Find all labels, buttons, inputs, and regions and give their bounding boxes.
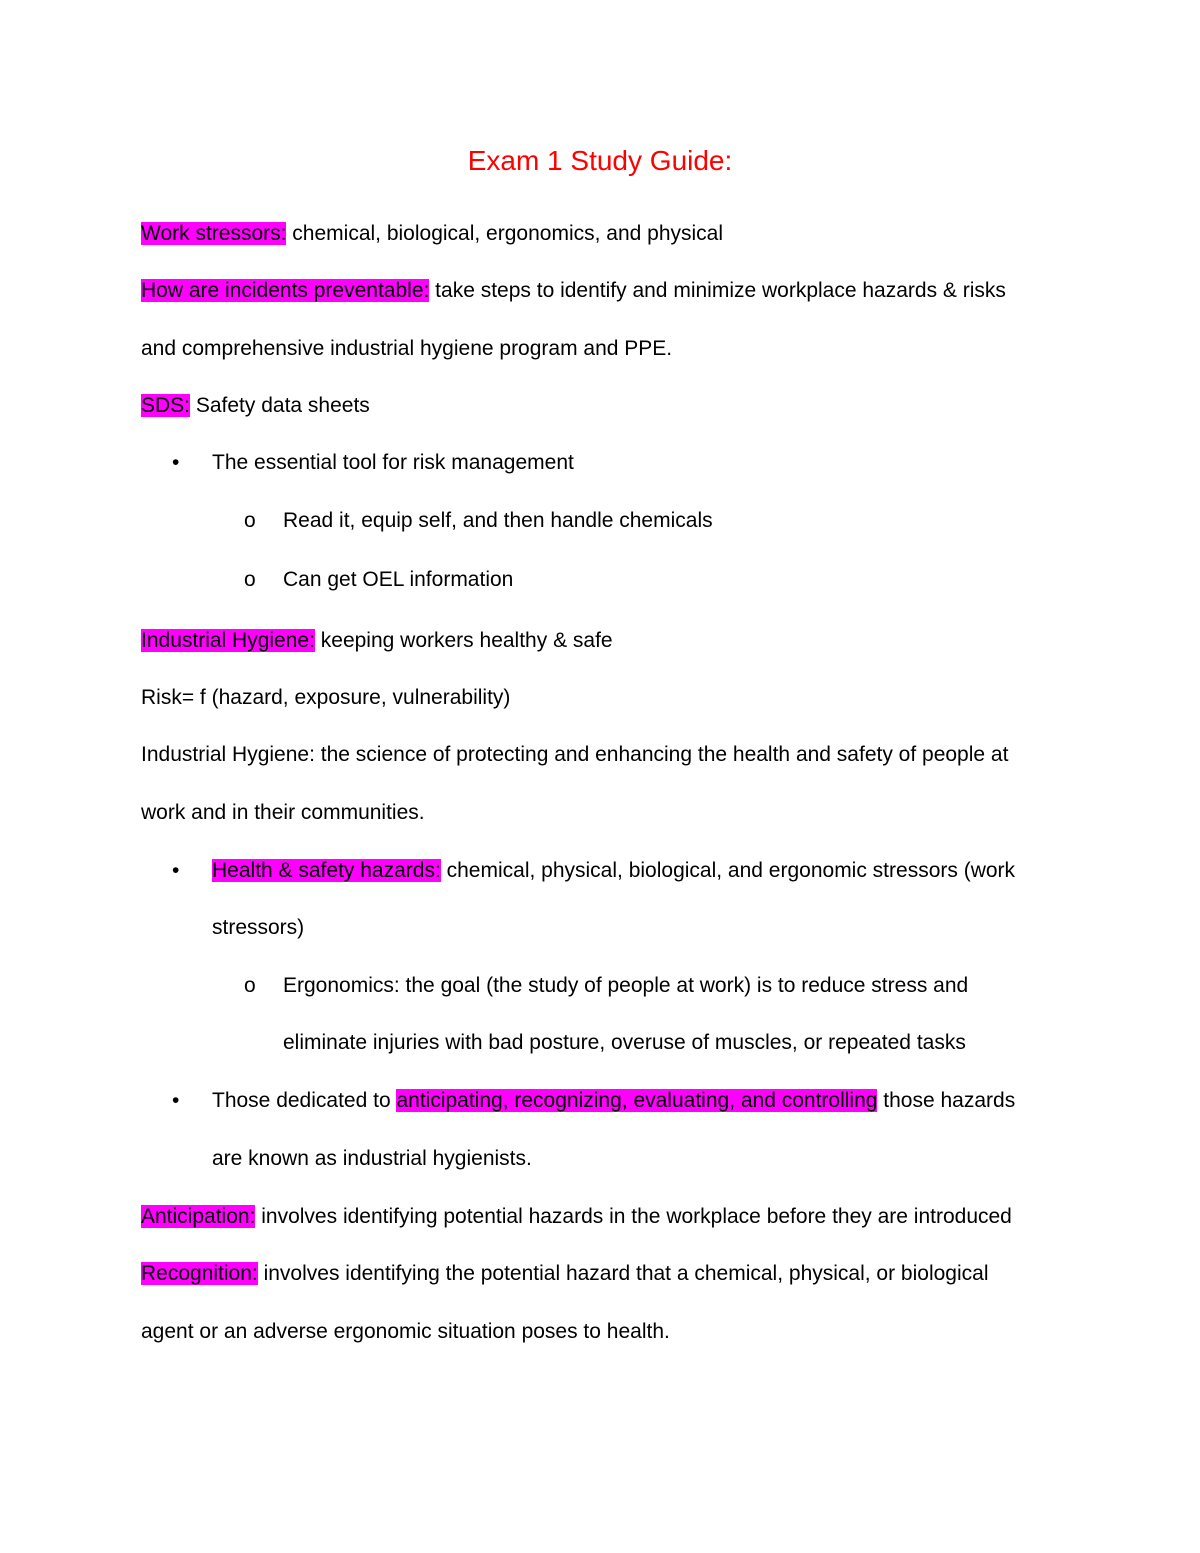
paragraph-line: work and in their communities. [141,801,425,824]
definition-text: keeping workers healthy & safe [314,629,613,652]
definition-text: Safety data sheets [190,394,370,417]
health-safety-hazards-line [212,856,1015,886]
paragraph-line: agent or an adverse ergonomic situation poses to health. [141,1320,670,1343]
lead-text: Those dedicated to [212,1089,397,1112]
term-label: Work stressors: [141,222,287,245]
bullet-continuation: stressors) [212,916,305,939]
page-title: Exam 1 Study Guide: [467,145,733,176]
paragraph-line: and comprehensive industrial hygiene program and PPE. [141,337,673,360]
industrial-hygiene-line [141,626,613,656]
bullet-icon: • [172,859,180,882]
bullet-icon: • [172,1089,180,1112]
term-label: Anticipation: [141,1205,256,1228]
sub-bullet-item: Can get OEL information [283,568,514,591]
definition-text: involves identifying potential hazards in the workplace before they are introduced [255,1205,1012,1228]
highlighted-phrase: anticipating, recognizing, evaluating, and controlling [396,1089,878,1112]
recognition-line [141,1259,989,1289]
term-label: SDS: [141,394,191,417]
term-label: How are incidents preventable: [141,279,430,302]
bullet-continuation: are known as industrial hygienists. [212,1147,532,1170]
sub-bullet-item: Ergonomics: the goal (the study of people at work) is to reduce stress and [283,974,969,997]
risk-formula-line: Risk= f (hazard, exposure, vulnerability) [141,686,511,709]
definition-text: take steps to identify and minimize workplace hazards & risks [429,279,1006,302]
definition-text: involves identifying the potential hazard that a chemical, physical, or biological [257,1262,989,1285]
term-label: Health & safety hazards: [212,859,441,882]
bullet-icon: • [172,451,180,474]
definition-text: chemical, physical, biological, and ergonomic stressors (work [440,859,1016,882]
term-label: Recognition: [141,1262,258,1285]
sub-bullet-item: Read it, equip self, and then handle chemicals [283,509,713,532]
hygienists-line [212,1086,1015,1116]
bullet-item: The essential tool for risk management [212,451,574,474]
sub-bullet-continuation: eliminate injuries with bad posture, overuse of muscles, or repeated tasks [283,1031,966,1054]
definition-text: chemical, biological, ergonomics, and physical [286,222,724,245]
incidents-preventable-line [141,276,1006,306]
sub-bullet-icon: o [244,568,256,591]
trailing-text: those hazards [877,1089,1016,1112]
sub-bullet-icon: o [244,509,256,532]
sds-line [141,391,370,421]
term-label: Industrial Hygiene: [141,629,315,652]
paragraph-line: Industrial Hygiene: the science of protecting and enhancing the health and safety of people at [141,743,1009,766]
work-stressors-line [141,219,723,249]
anticipation-line [141,1202,1012,1232]
sub-bullet-icon: o [244,974,256,997]
